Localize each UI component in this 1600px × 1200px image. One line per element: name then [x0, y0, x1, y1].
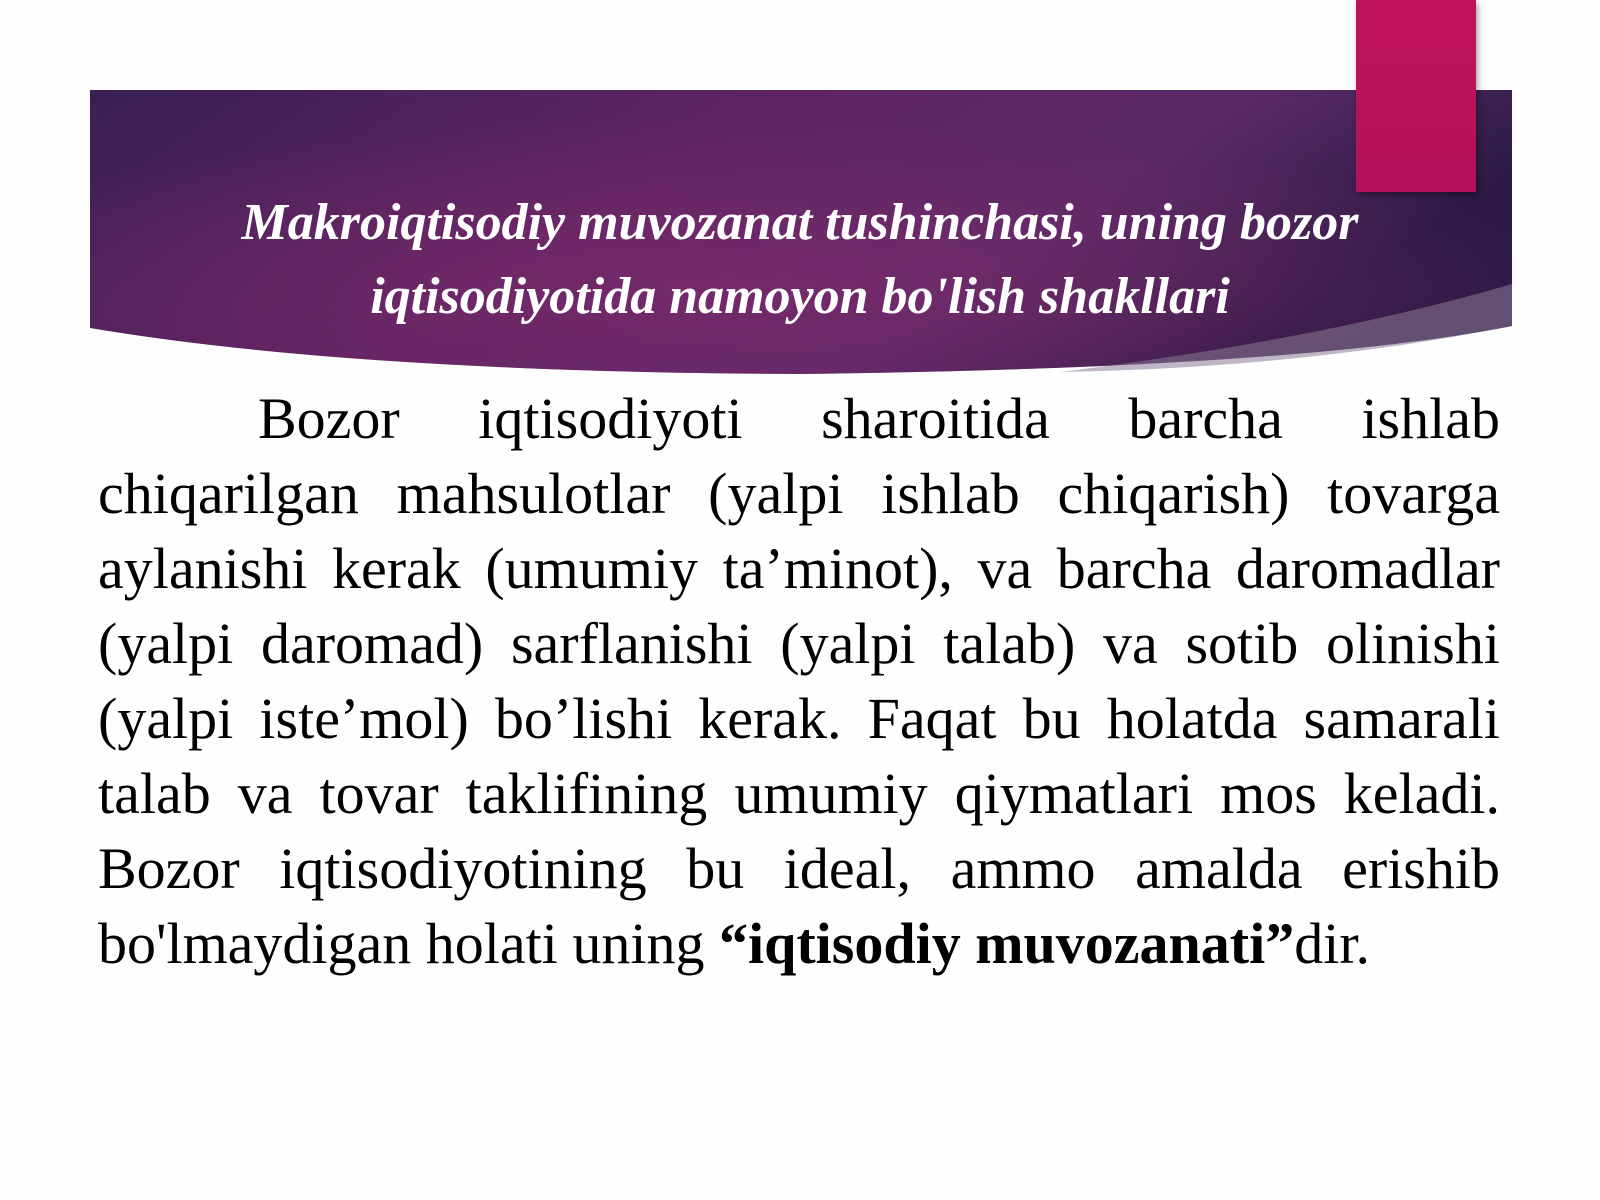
accent-tab: [1356, 0, 1476, 192]
body-text-end: dir.: [1294, 911, 1370, 976]
body-text-main: Bozor iqtisodiyoti sharoitida barcha ishlab chiqarilgan mahsulotlar (yalpi ishlab chiqarish) tovarga aylanishi kerak (umumiy ta’minot), va barcha daromadlar (yalpi daromad) sarflanishi (yalpi talab) va sotib olinishi (yalpi iste’mol) bo’lishi kerak. Faqat bu holatda samarali talab va tovar taklifining umumiy qiymatlari mos keladi. Bozor iqtisodiyotining bu ideal, ammo amalda erishib bo'lmaydigan holati uning: [98, 386, 1500, 976]
body-bold-term: “iqtisodiy muvozanati”: [718, 911, 1295, 976]
body-paragraph: [98, 381, 1500, 981]
slide-title: Makroiqtisodiy muvozanat tushinchasi, uning bozor iqtisodiyotida namoyon bo'lish shakllari: [241, 194, 1359, 325]
